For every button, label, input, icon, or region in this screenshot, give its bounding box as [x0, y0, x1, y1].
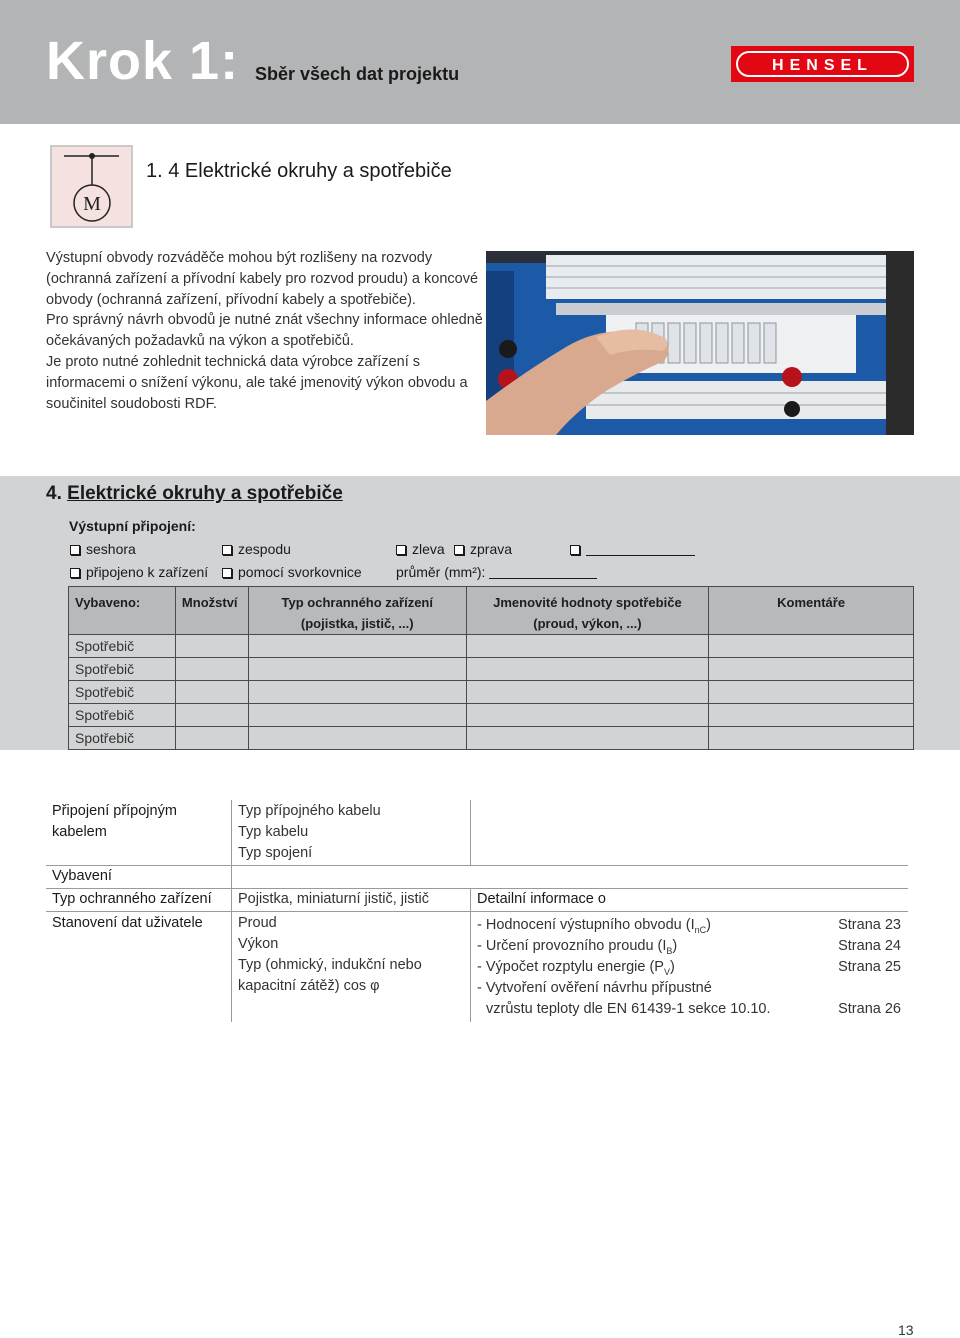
equipment-table [68, 586, 914, 750]
details-list [477, 915, 901, 1020]
label-equipment: Vybavení [52, 868, 112, 884]
detail-item[interactable]: - Určení provozního proudu $(I_B)$ Strana 24 [477, 938, 901, 956]
cell-quantity[interactable] [175, 681, 248, 704]
table-row [69, 727, 914, 750]
distribution-board-photo [486, 251, 914, 435]
detail-page-ref: Strana 26 [838, 1001, 901, 1017]
option-left[interactable] [396, 541, 445, 557]
cell-quantity[interactable] [175, 704, 248, 727]
logo-text: HENSEL [772, 57, 873, 74]
checkbox-left[interactable] [396, 545, 406, 555]
option-left-label: zleva [412, 541, 445, 557]
table-row [69, 658, 914, 681]
col-comments: Komentáře [709, 587, 914, 635]
option-terminals-label: pomocí svorkovnice [238, 564, 362, 580]
cell-protection[interactable] [248, 658, 466, 681]
option-top[interactable] [70, 541, 136, 557]
table-row [69, 635, 914, 658]
form-heading-text: Elektrické okruhy a spotřebiče [67, 483, 343, 504]
other-blank-line[interactable] [586, 555, 695, 556]
option-other[interactable] [570, 541, 586, 557]
cell-comments[interactable] [709, 681, 914, 704]
option-terminals[interactable] [222, 564, 362, 580]
cell-rated[interactable] [466, 658, 709, 681]
row-label: Spotřebič [69, 727, 176, 750]
detail-item[interactable]: - Výpočet rozptylu energie $(P_V)$ Strana 25 [477, 959, 901, 977]
cell-quantity[interactable] [175, 727, 248, 750]
detail-page-ref: Strana 23 [838, 917, 901, 933]
intro-paragraph-3: Je proto nutné zohlednit technická data výrobce zařízení s informacemi o snížení výkonu, ale také jmenovitý výkon obvodu a součinitel soudobosti RDF. [46, 353, 468, 412]
option-bottom-label: zespodu [238, 541, 291, 557]
page-number: 13 [898, 1322, 914, 1338]
divider-horizontal-1 [46, 865, 908, 866]
label-cable-connection: Připojení přípojným kabelem [52, 803, 177, 840]
detail-page-ref: Strana 24 [838, 938, 901, 954]
checkbox-bottom[interactable] [222, 545, 232, 555]
form-heading [46, 483, 343, 505]
motor-icon-letter: M [83, 193, 101, 215]
diameter-blank-line[interactable] [489, 578, 597, 579]
label-user-data: Stanovení dat uživatele [52, 915, 203, 931]
divider-vertical-3 [470, 889, 471, 1022]
output-connection-label: Výstupní připojení: [69, 518, 196, 534]
page-header [0, 0, 960, 124]
option-connected-label: připojeno k zařízení [86, 564, 209, 580]
cell-rated[interactable] [466, 635, 709, 658]
cell-protection[interactable] [248, 635, 466, 658]
checkbox-top[interactable] [70, 545, 80, 555]
cell-protection[interactable] [248, 727, 466, 750]
checkbox-other[interactable] [570, 545, 580, 555]
divider-vertical-2 [470, 800, 471, 866]
option-bottom[interactable] [222, 541, 291, 557]
col-rated-values: Jmenovité hodnoty spotřebiče (proud, výkon, ...) [466, 587, 709, 635]
logo-frame [736, 51, 909, 77]
cell-comments[interactable] [709, 658, 914, 681]
cell-comments[interactable] [709, 635, 914, 658]
option-right[interactable] [454, 541, 512, 557]
col-equipped: Vybaveno: [69, 587, 176, 635]
cell-rated[interactable] [466, 681, 709, 704]
cell-quantity[interactable] [175, 658, 248, 681]
cell-comments[interactable] [709, 727, 914, 750]
form-heading-number: 4. [46, 483, 62, 504]
cable-types: Typ přípojného kabelu Typ kabelu Typ spojení [238, 803, 381, 861]
option-connected[interactable] [70, 564, 208, 580]
intro-paragraph-1: Výstupní obvody rozváděče mohou být rozlišeny na rozvody (ochranná zařízení a přívodní kabely pro rozvod proudu) a koncové obvody (ochranná zařízení, přívodní kabely a spotřebiče). [46, 250, 479, 308]
detail-item[interactable]: - Hodnocení výstupního obvodu $(I_{nC})$ Strana 23 [477, 917, 901, 935]
detail-item-last-cont[interactable]: vzrůstu teploty dle EN 61439-1 sekce 10.10. Strana 26 [477, 999, 901, 1020]
intro-text [46, 248, 486, 414]
protection-devices: Pojistka, miniaturní jistič, jistič [238, 891, 429, 907]
row-label: Spotřebič [69, 681, 176, 704]
row-label: Spotřebič [69, 704, 176, 727]
checkbox-connected[interactable] [70, 568, 80, 578]
detail-page-ref: Strana 25 [838, 959, 901, 975]
cell-rated[interactable] [466, 704, 709, 727]
divider-horizontal-3 [46, 911, 908, 912]
table-row [69, 704, 914, 727]
checkbox-right[interactable] [454, 545, 464, 555]
detail-item-last[interactable]: - Vytvoření ověření návrhu přípustné [477, 980, 712, 996]
cell-quantity[interactable] [175, 635, 248, 658]
option-right-label: zprava [470, 541, 513, 557]
user-data-items: Proud Výkon Typ (ohmický, indukční nebo kapacitní zátěž) cos φ [238, 915, 422, 994]
intro-paragraph-2: Pro správný návrh obvodů je nutné znát všechny informace ohledně očekávaných požadavků na výkon a spotřebičů. [46, 312, 483, 350]
row-label: Spotřebič [69, 635, 176, 658]
row-label: Spotřebič [69, 658, 176, 681]
hensel-logo [731, 46, 914, 82]
cell-protection[interactable] [248, 681, 466, 704]
checkbox-terminals[interactable] [222, 568, 232, 578]
table-row [69, 681, 914, 704]
cell-protection[interactable] [248, 704, 466, 727]
diameter-label: průměr (mm²): [396, 564, 486, 580]
label-protection-type: Typ ochranného zařízení [52, 891, 212, 907]
details-title: Detailní informace o [477, 891, 606, 907]
motor-icon [50, 145, 133, 228]
cell-comments[interactable] [709, 704, 914, 727]
section-title: 1. 4 Elektrické okruhy a spotřebiče [146, 160, 452, 182]
step-title: Krok 1: [46, 31, 240, 91]
cell-rated[interactable] [466, 727, 709, 750]
col-protection-type: Typ ochranného zařízení (pojistka, jistič, ...) [248, 587, 466, 635]
col-quantity: Množství [175, 587, 248, 635]
table-header-row [69, 587, 914, 635]
step-subtitle: Sběr všech dat projektu [255, 64, 460, 84]
option-top-label: seshora [86, 541, 136, 557]
